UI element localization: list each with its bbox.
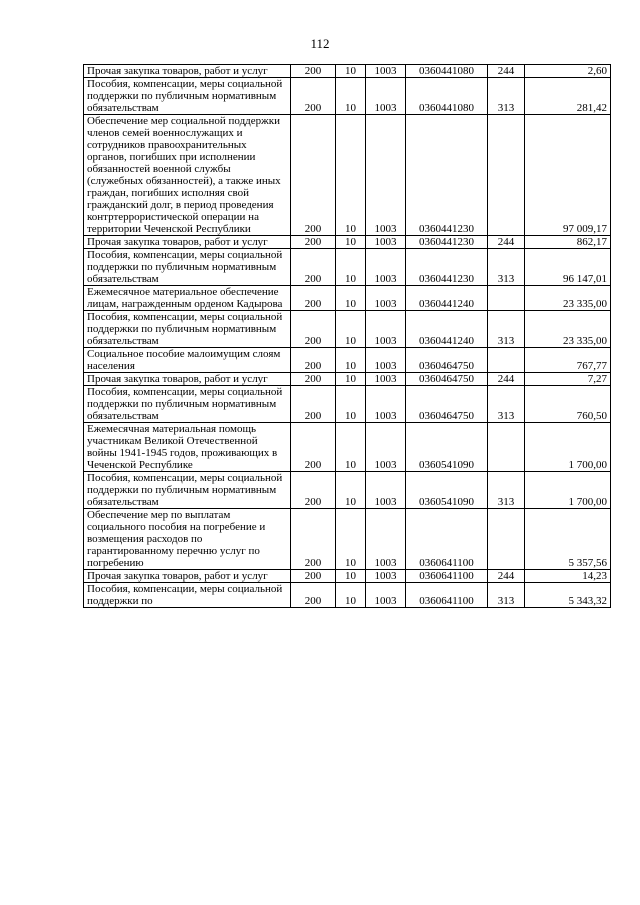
item-name: Пособия, компенсации, меры социальной поддержки по публичным нормативным обязательствам: [84, 78, 291, 115]
expense-type: 313: [488, 78, 525, 115]
table-row: [84, 509, 611, 570]
item-name: Социальное пособие малоимущим слоям населения: [84, 348, 291, 373]
admin-code: 200: [291, 472, 336, 509]
expense-type: 244: [488, 65, 525, 78]
admin-code: 200: [291, 583, 336, 608]
section-code: 10: [336, 570, 366, 583]
subsection-code: 1003: [366, 78, 406, 115]
amount: 23 335,00: [525, 311, 611, 348]
section-code: 10: [336, 249, 366, 286]
admin-code: 200: [291, 286, 336, 311]
admin-code: 200: [291, 115, 336, 236]
amount: 2,60: [525, 65, 611, 78]
expense-type: 244: [488, 570, 525, 583]
section-code: 10: [336, 286, 366, 311]
table-row: [84, 249, 611, 286]
amount: 1 700,00: [525, 472, 611, 509]
section-code: 10: [336, 311, 366, 348]
target-code: 0360441080: [406, 78, 488, 115]
expense-type: [488, 348, 525, 373]
subsection-code: 1003: [366, 509, 406, 570]
expense-type: 313: [488, 583, 525, 608]
section-code: 10: [336, 373, 366, 386]
admin-code: 200: [291, 249, 336, 286]
amount: 767,77: [525, 348, 611, 373]
subsection-code: 1003: [366, 249, 406, 286]
target-code: 0360441240: [406, 286, 488, 311]
target-code: 0360441080: [406, 65, 488, 78]
amount: 1 700,00: [525, 423, 611, 472]
item-name: Ежемесячная материальная помощь участникам Великой Отечественной войны 1941-1945 годов, проживающих в Чеченской Республике: [84, 423, 291, 472]
expense-type: [488, 423, 525, 472]
target-code: 0360464750: [406, 348, 488, 373]
section-code: 10: [336, 509, 366, 570]
amount: 862,17: [525, 236, 611, 249]
table-row: [84, 472, 611, 509]
expense-type: 313: [488, 311, 525, 348]
table-row: [84, 236, 611, 249]
item-name: Прочая закупка товаров, работ и услуг: [84, 570, 291, 583]
section-code: 10: [336, 65, 366, 78]
target-code: 0360641100: [406, 509, 488, 570]
amount: 23 335,00: [525, 286, 611, 311]
table-row: [84, 570, 611, 583]
section-code: 10: [336, 348, 366, 373]
item-name: Ежемесячное материальное обеспечение лицам, награжденным орденом Кадырова: [84, 286, 291, 311]
table-row: [84, 583, 611, 608]
section-code: 10: [336, 236, 366, 249]
admin-code: 200: [291, 348, 336, 373]
target-code: 0360641100: [406, 583, 488, 608]
item-name: Пособия, компенсации, меры социальной поддержки по: [84, 583, 291, 608]
item-name: Прочая закупка товаров, работ и услуг: [84, 236, 291, 249]
section-code: 10: [336, 78, 366, 115]
subsection-code: 1003: [366, 115, 406, 236]
subsection-code: 1003: [366, 65, 406, 78]
amount: 14,23: [525, 570, 611, 583]
target-code: 0360441230: [406, 236, 488, 249]
table-row: [84, 286, 611, 311]
target-code: 0360464750: [406, 386, 488, 423]
amount: 760,50: [525, 386, 611, 423]
amount: 97 009,17: [525, 115, 611, 236]
section-code: 10: [336, 115, 366, 236]
expense-type: [488, 286, 525, 311]
subsection-code: 1003: [366, 472, 406, 509]
expense-type: [488, 509, 525, 570]
item-name: Пособия, компенсации, меры социальной поддержки по публичным нормативным обязательствам: [84, 249, 291, 286]
section-code: 10: [336, 472, 366, 509]
subsection-code: 1003: [366, 570, 406, 583]
target-code: 0360464750: [406, 373, 488, 386]
target-code: 0360541090: [406, 423, 488, 472]
subsection-code: 1003: [366, 311, 406, 348]
item-name: Пособия, компенсации, меры социальной поддержки по публичным нормативным обязательствам: [84, 386, 291, 423]
page-number: 112: [310, 36, 330, 51]
table-row: [84, 386, 611, 423]
budget-table: [83, 64, 611, 608]
amount: 5 343,32: [525, 583, 611, 608]
target-code: 0360441240: [406, 311, 488, 348]
admin-code: 200: [291, 570, 336, 583]
amount: 281,42: [525, 78, 611, 115]
amount: 5 357,56: [525, 509, 611, 570]
subsection-code: 1003: [366, 373, 406, 386]
item-name: Обеспечение мер по выплатам социального пособия на погребение и возмещения расходов по гарантированному перечню услуг по погребению: [84, 509, 291, 570]
subsection-code: 1003: [366, 286, 406, 311]
table-row: [84, 65, 611, 78]
section-code: 10: [336, 423, 366, 472]
expense-type: [488, 115, 525, 236]
admin-code: 200: [291, 78, 336, 115]
admin-code: 200: [291, 423, 336, 472]
table-row: [84, 115, 611, 236]
amount: 96 147,01: [525, 249, 611, 286]
table-row: [84, 78, 611, 115]
item-name: Пособия, компенсации, меры социальной поддержки по публичным нормативным обязательствам: [84, 311, 291, 348]
subsection-code: 1003: [366, 583, 406, 608]
admin-code: 200: [291, 373, 336, 386]
admin-code: 200: [291, 311, 336, 348]
subsection-code: 1003: [366, 236, 406, 249]
table-row: [84, 311, 611, 348]
admin-code: 200: [291, 386, 336, 423]
expense-type: 313: [488, 249, 525, 286]
item-name: Обеспечение мер социальной поддержки членов семей военнослужащих и сотрудников правоохранительных органов, погибших при исполнении обязанностей военной службы (служебных обязанностей), а также иных граждан, погибших исполняя свой гражданский долг, в период проведения контртеррористической операции на территории Чеченской Республики: [84, 115, 291, 236]
admin-code: 200: [291, 236, 336, 249]
target-code: 0360441230: [406, 115, 488, 236]
subsection-code: 1003: [366, 423, 406, 472]
target-code: 0360441230: [406, 249, 488, 286]
section-code: 10: [336, 583, 366, 608]
expense-type: 313: [488, 472, 525, 509]
table-row: [84, 423, 611, 472]
target-code: 0360641100: [406, 570, 488, 583]
admin-code: 200: [291, 65, 336, 78]
item-name: Прочая закупка товаров, работ и услуг: [84, 373, 291, 386]
target-code: 0360541090: [406, 472, 488, 509]
expense-type: 244: [488, 373, 525, 386]
expense-type: 313: [488, 386, 525, 423]
table-row: [84, 373, 611, 386]
table-row: [84, 348, 611, 373]
amount: 7,27: [525, 373, 611, 386]
section-code: 10: [336, 386, 366, 423]
item-name: Прочая закупка товаров, работ и услуг: [84, 65, 291, 78]
item-name: Пособия, компенсации, меры социальной поддержки по публичным нормативным обязательствам: [84, 472, 291, 509]
admin-code: 200: [291, 509, 336, 570]
subsection-code: 1003: [366, 348, 406, 373]
subsection-code: 1003: [366, 386, 406, 423]
expense-type: 244: [488, 236, 525, 249]
